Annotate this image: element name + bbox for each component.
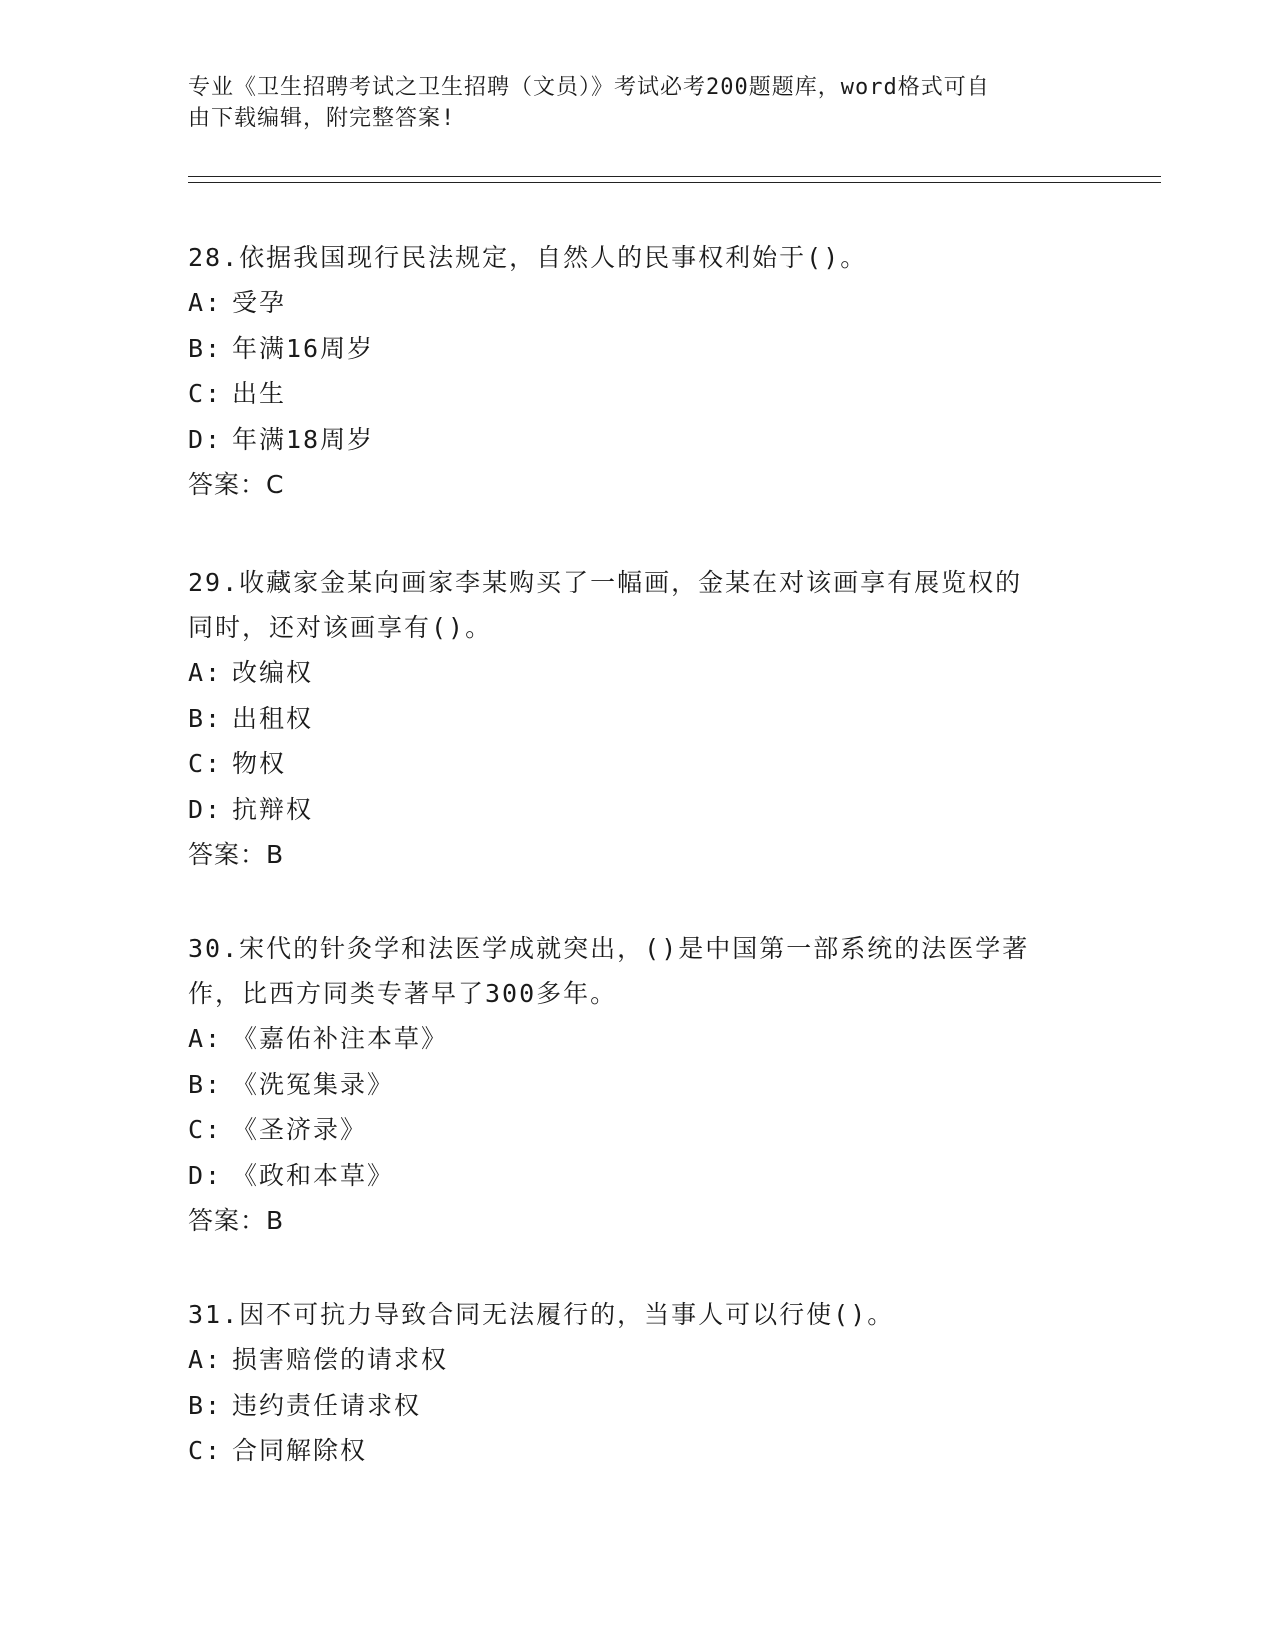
question-text: 28.依据我国现行民法规定，自然人的民事权利始于()。 [188, 243, 868, 272]
option-text: 《政和本草》 [232, 1160, 395, 1190]
option-key: B: [188, 1069, 223, 1099]
option-a [188, 1337, 1088, 1383]
option-key: A: [188, 1024, 223, 1053]
option-d [188, 417, 1088, 463]
option-d [188, 787, 1088, 833]
option-key: A: [188, 1345, 223, 1374]
option-key: D: [188, 794, 223, 824]
option-b [188, 326, 1088, 372]
option-key: A: [188, 658, 223, 687]
question-31 [188, 1292, 1088, 1474]
option-key: C: [188, 749, 223, 778]
option-d [188, 1153, 1088, 1199]
header-line-1: 专业《卫生招聘考试之卫生招聘（文员）》考试必考200题题库，word格式可自 [188, 75, 990, 100]
option-text: 出租权 [232, 703, 314, 733]
question-text-line-2: 作，比西方同类专著早了300多年。 [188, 979, 618, 1008]
option-b [188, 1062, 1088, 1108]
option-text: 《洗冤集录》 [232, 1069, 395, 1099]
option-a [188, 280, 1088, 326]
option-key: B: [188, 333, 223, 363]
option-key: D: [188, 424, 223, 454]
option-key: C: [188, 379, 223, 408]
header-divider-bottom [188, 182, 1161, 183]
option-text: 《圣济录》 [232, 1115, 368, 1144]
question-29 [188, 560, 1088, 877]
option-c [188, 1428, 1088, 1474]
option-text: 物权 [232, 749, 287, 778]
answer: 答案：B [188, 1206, 285, 1235]
question-text-line-1: 30.宋代的针灸学和法医学成就突出，()是中国第一部系统的法医学著 [188, 934, 1030, 963]
option-key: B: [188, 1390, 223, 1420]
header-line-2: 由下载编辑，附完整答案! [188, 106, 456, 131]
option-c [188, 371, 1088, 417]
option-text: 损害赔偿的请求权 [232, 1345, 449, 1374]
option-text: 受孕 [232, 288, 287, 317]
document-header [188, 72, 1088, 134]
option-text: 抗辩权 [232, 794, 314, 824]
question-text: 31.因不可抗力导致合同无法履行的，当事人可以行使()。 [188, 1300, 895, 1329]
option-a [188, 1016, 1088, 1062]
header-divider-top [188, 176, 1161, 177]
answer: 答案：C [188, 470, 285, 499]
option-text: 出生 [232, 379, 287, 408]
option-text: 改编权 [232, 658, 314, 687]
question-28 [188, 235, 1088, 507]
option-text: 《嘉佑补注本草》 [232, 1024, 449, 1053]
answer: 答案：B [188, 840, 285, 869]
option-text: 年满18周岁 [232, 424, 375, 454]
question-30 [188, 926, 1088, 1243]
option-c [188, 1107, 1088, 1153]
option-key: C: [188, 1115, 223, 1144]
question-text-line-1: 29.收藏家金某向画家李某购买了一幅画，金某在对该画享有展览权的 [188, 568, 1023, 597]
option-a [188, 650, 1088, 696]
option-key: C: [188, 1436, 223, 1465]
option-text: 违约责任请求权 [232, 1390, 422, 1420]
option-key: B: [188, 703, 223, 733]
option-c [188, 741, 1088, 787]
option-text: 年满16周岁 [232, 333, 375, 363]
option-text: 合同解除权 [232, 1436, 368, 1465]
option-b [188, 1383, 1088, 1429]
option-b [188, 696, 1088, 742]
option-key: D: [188, 1160, 223, 1190]
option-key: A: [188, 288, 223, 317]
question-text-line-2: 同时，还对该画享有()。 [188, 613, 493, 642]
